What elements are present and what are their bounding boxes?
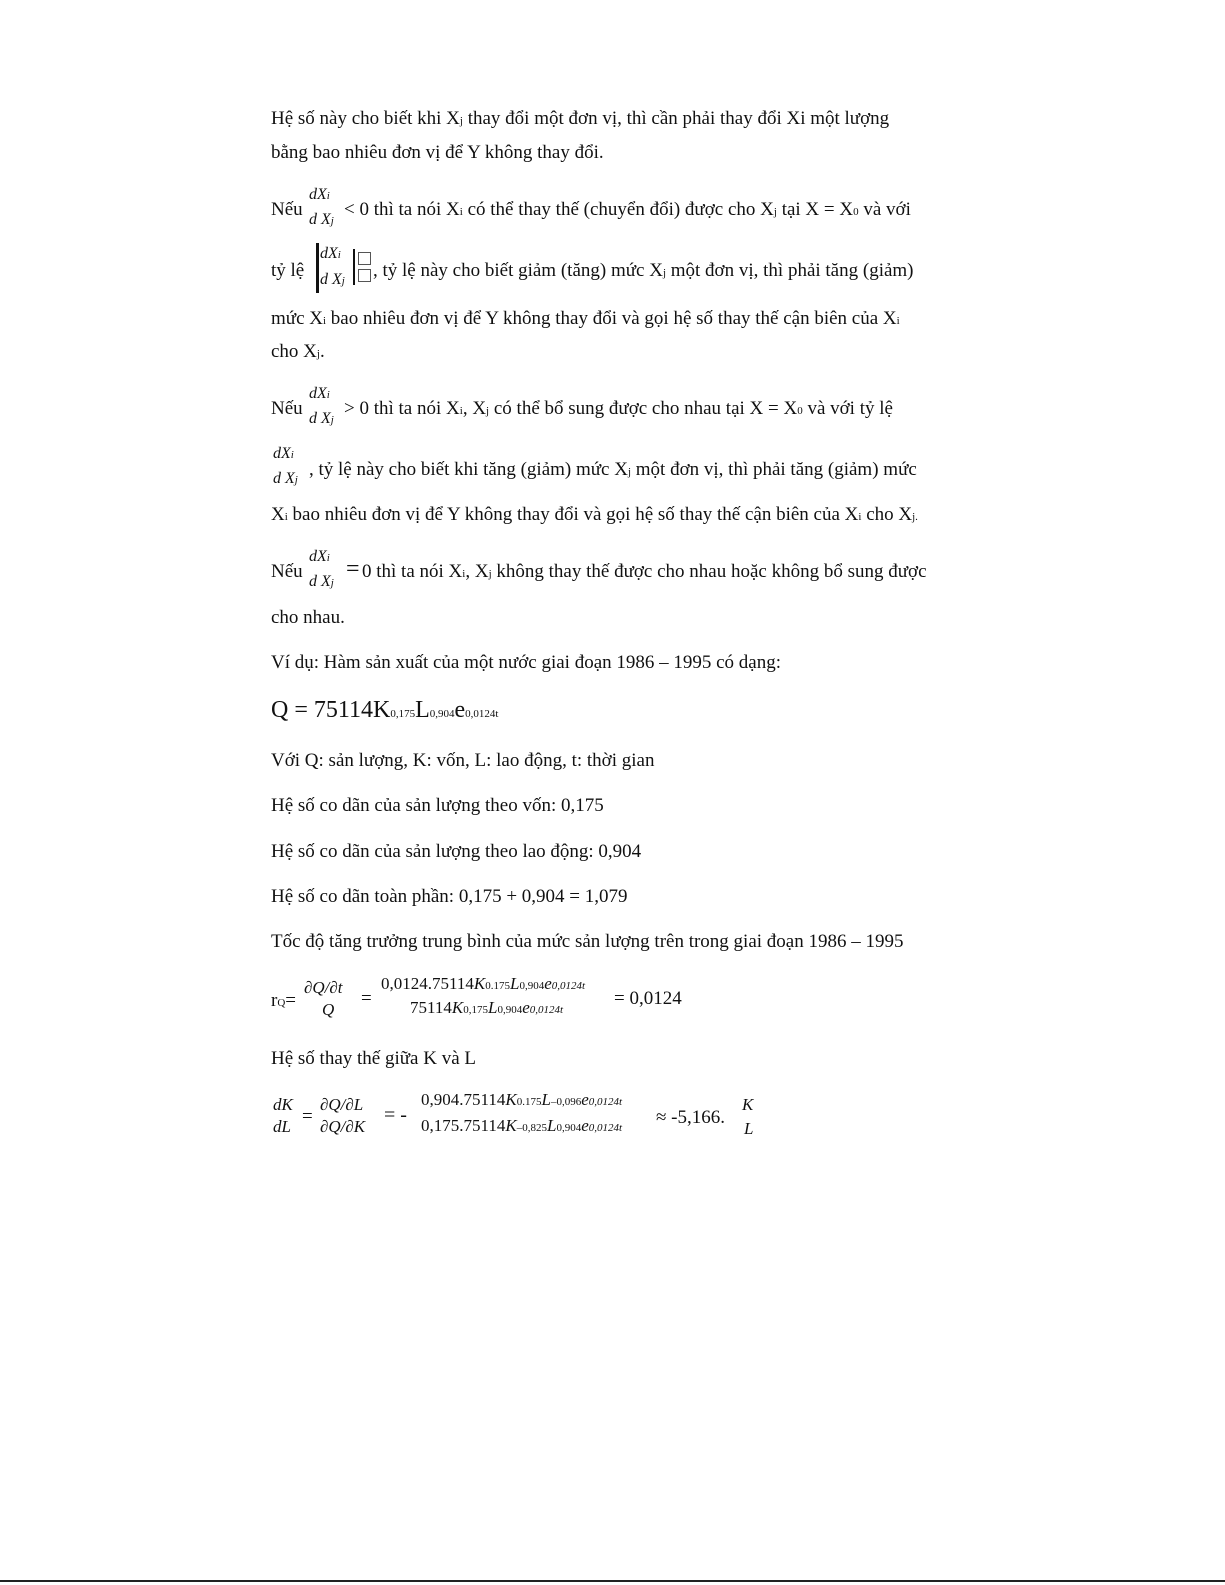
elasticity-total: Hệ số co dãn toàn phần: 0,175 + 0,904 = 1,079 (271, 886, 628, 907)
abs-bar-right (353, 249, 355, 285)
subst-partial-k: ∂Q/∂K (320, 1117, 366, 1136)
subst-denominator: 0,175.75114K–0,825L0,904e0,0124t (421, 1116, 623, 1135)
case-neg-line2: , tỷ lệ này cho biết giảm (tăng) mức Xj một đơn vị, thì phải tăng (giảm) (373, 260, 914, 281)
subst-dl: dL (273, 1117, 291, 1136)
para1-line2: bằng bao nhiêu đơn vị để Y không thay đổi. (271, 142, 604, 163)
example-intro: Ví dụ: Hàm sản xuất của một nước giai đoạn 1986 – 1995 có dạng: (271, 652, 782, 673)
example-with: Với Q: sản lượng, K: vốn, L: lao động, t: thời gian (271, 750, 655, 771)
case-zero-line1: 0 thì ta nói Xi, Xj không thay thế được cho nhau hoặc không bổ sung được (362, 561, 927, 582)
growth-deriv-num: ∂Q/∂t (304, 978, 343, 997)
production-function: Q = 75114K0,175L0,904e0,0124t (271, 697, 499, 723)
subst-dk: dK (273, 1095, 293, 1114)
case-neg-line3: mức Xi bao nhiêu đơn vị để Y không thay đổi và gọi hệ số thay thế cận biên của Xi (271, 308, 900, 329)
placeholder-box-icon (358, 269, 371, 287)
case-pos-line2: , tỷ lệ này cho biết khi tăng (giảm) mức Xj một đơn vị, thì phải tăng (giảm) mức (309, 459, 917, 480)
ratio-frac-num: dXi (320, 245, 341, 262)
growth-denominator: 75114K0,175L0,904e0,0124t (410, 998, 564, 1017)
growth-r: rQ= (271, 990, 296, 1011)
para1-line1: Hệ số này cho biết khi Xj thay đổi một đơn vị, thì cần phải thay đổi Xi một lượng (271, 108, 890, 129)
case-neg-line4: cho Xj. (271, 341, 325, 362)
frac-num: dXi (309, 548, 330, 565)
placeholder-box-icon (358, 252, 371, 270)
frac-den: d Xj (309, 410, 334, 427)
growth-eq2: = (361, 988, 372, 1009)
ratio-label: tỷ lệ (271, 260, 305, 281)
case-pos-line1: > 0 thì ta nói Xi, Xj có thể bổ sung được cho nhau tại X = X0 và với tỷ lệ (344, 398, 893, 419)
case-zero-line2: cho nhau. (271, 607, 345, 628)
frac-den: d Xj (309, 211, 334, 228)
frac-den: d Xj (309, 573, 334, 590)
frac-num: dXi (309, 186, 330, 203)
substitution-label: Hệ số thay thế giữa K và L (271, 1048, 476, 1069)
growth-numerator: 0,0124.75114K0.175L0,904e0,0124t (381, 974, 586, 993)
subst-approx: ≈ -5,166. (656, 1107, 726, 1128)
subst-partial-l: ∂Q/∂L (320, 1095, 364, 1114)
ratio-frac-den: d Xj (320, 271, 345, 288)
case-pos-line3: Xi bao nhiêu đơn vị để Y không thay đổi và gọi hệ số thay thế cận biên của Xi cho Xj. (271, 504, 918, 525)
case-neg-line1: < 0 thì ta nói Xi có thể thay thế (chuyển đổi) được cho Xj tại X = X0 và với (344, 199, 911, 220)
frac-num: dXi (273, 445, 294, 462)
growth-deriv-den: Q (322, 1000, 335, 1019)
subst-eq1: = (302, 1106, 313, 1127)
case-neg-label: Nếu (271, 199, 303, 220)
abs-bar-left (316, 243, 319, 293)
subst-eq2: = - (384, 1104, 407, 1126)
subst-k: K (742, 1095, 754, 1114)
subst-numerator: 0,904.75114K0.175L–0,096e0,0124t (421, 1090, 623, 1109)
elasticity-capital: Hệ số co dãn của sản lượng theo vốn: 0,175 (271, 795, 604, 816)
frac-den: d Xj (273, 470, 298, 487)
case-zero-label: Nếu (271, 561, 303, 582)
frac-num: dXi (309, 385, 330, 402)
equals-sign: = (346, 556, 360, 582)
growth-rate-label: Tốc độ tăng trưởng trung bình của mức sản lượng trên trong giai đoạn 1986 – 1995 (271, 931, 904, 952)
page-bottom-border (0, 1580, 1225, 1582)
elasticity-labor: Hệ số co dãn của sản lượng theo lao động: 0,904 (271, 841, 642, 862)
subst-l: L (744, 1119, 754, 1138)
case-pos-label: Nếu (271, 398, 303, 419)
growth-result: = 0,0124 (614, 988, 682, 1009)
